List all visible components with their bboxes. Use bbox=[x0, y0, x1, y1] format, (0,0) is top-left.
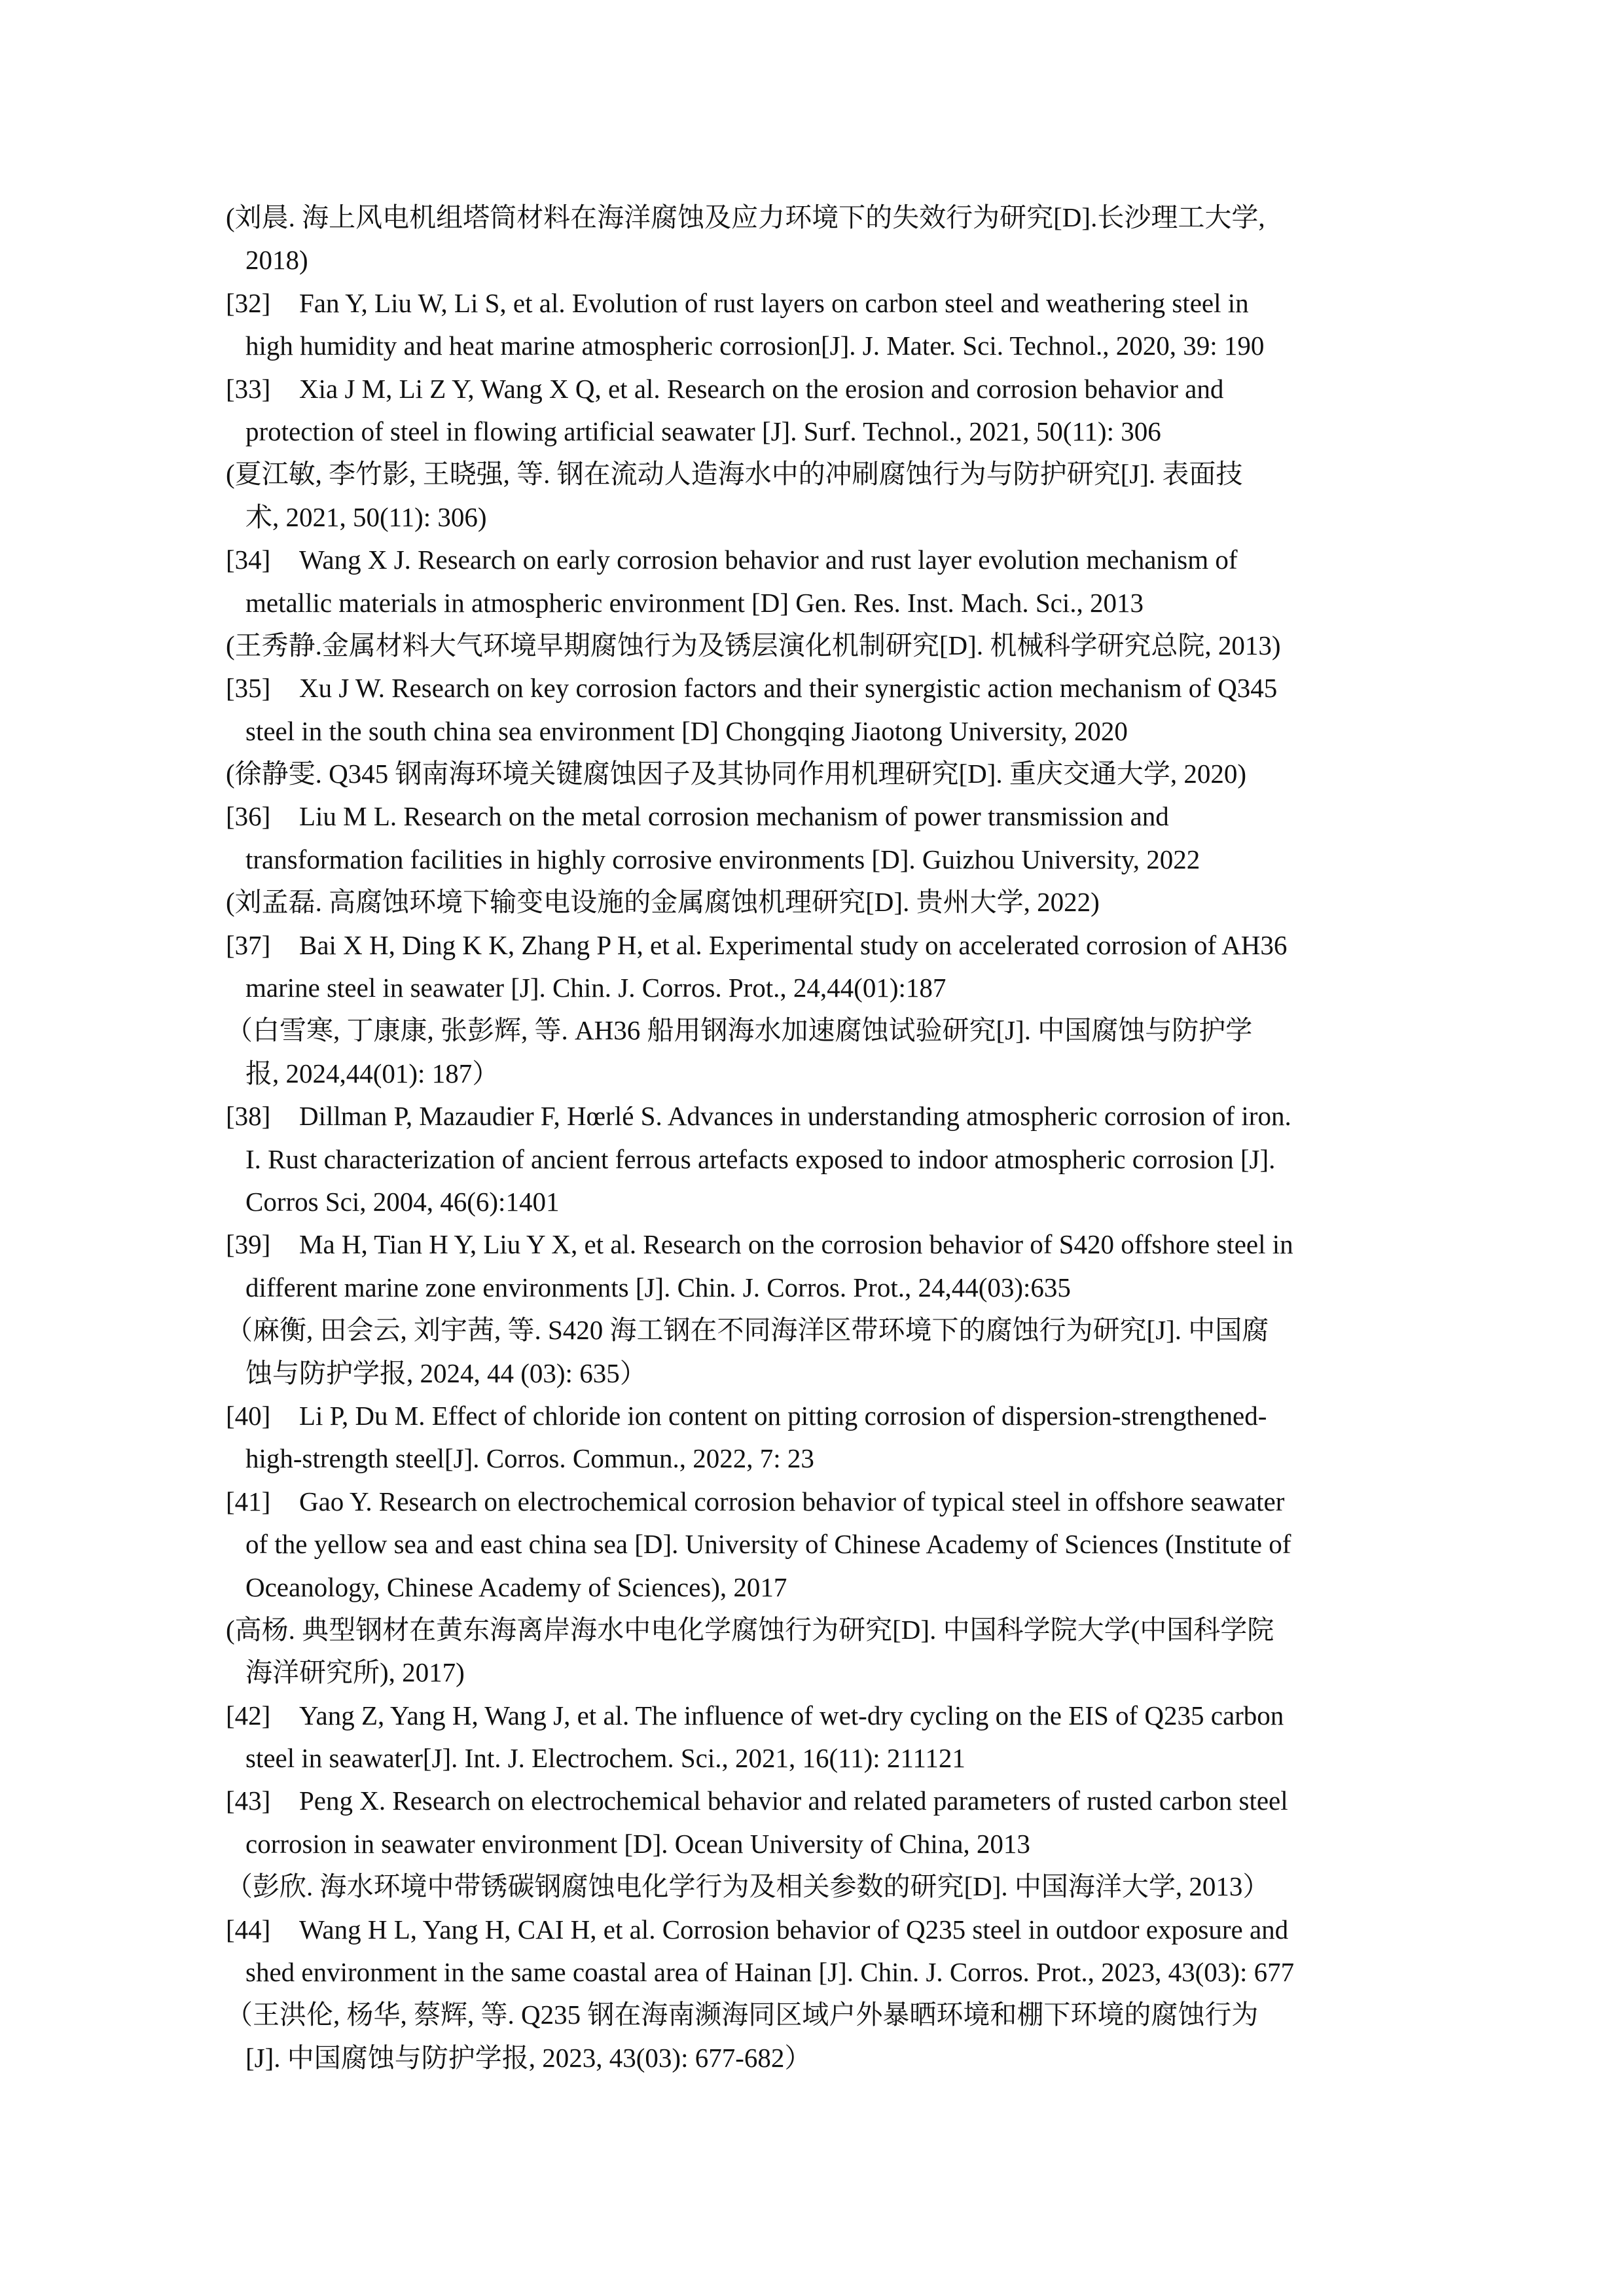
reference-line bbox=[226, 1780, 1404, 1822]
reference-line bbox=[226, 1052, 1404, 1095]
reference-number: [33] bbox=[226, 373, 271, 404]
reference-text: marine steel in seawater [J]. Chin. J. Corros. Prot., 24,44(01):187 bbox=[245, 973, 947, 1003]
reference-text: I. Rust characterization of ancient ferrous artefacts exposed to indoor atmospheric corrosion [J]. bbox=[245, 1143, 1276, 1174]
reference-entry bbox=[226, 795, 1404, 881]
reference-text: Wang H L, Yang H, CAI H, et al. Corrosion behavior of Q235 steel in outdoor exposure and bbox=[299, 1914, 1289, 1945]
reference-text: shed environment in the same coastal area of Hainan [J]. Chin. J. Corros. Prot., 2023, 43(03): 677 bbox=[245, 1957, 1295, 1988]
reference-number: [32] bbox=[226, 287, 271, 318]
reference-text: Li P, Du M. Effect of chloride ion content on pitting corrosion of dispersion-strengthened- bbox=[299, 1400, 1267, 1431]
reference-line bbox=[226, 1566, 1404, 1609]
reference-text: different marine zone environments [J]. Chin. J. Corros. Prot., 24,44(03):635 bbox=[245, 1272, 1071, 1302]
reference-line bbox=[226, 496, 1404, 539]
reference-line bbox=[226, 1823, 1404, 1865]
reference-text: Oceanology, Chinese Academy of Sciences), 2017 bbox=[245, 1571, 787, 1602]
reference-number: [35] bbox=[226, 673, 271, 704]
reference-line bbox=[226, 239, 1404, 281]
reference-line bbox=[226, 838, 1404, 881]
reference-number: [41] bbox=[226, 1486, 271, 1516]
reference-entry bbox=[226, 667, 1404, 753]
reference-entry bbox=[226, 539, 1404, 624]
reference-text: （麻衡, 田会云, 刘宇茜, 等. S420 海工钢在不同海洋区带环境下的腐蚀行为研究[J]. 中国腐 bbox=[226, 1315, 1269, 1346]
reference-text: Xu J W. Research on key corrosion factors and their synergistic action mechanism of Q345 bbox=[299, 673, 1278, 704]
reference-line bbox=[226, 1994, 1404, 2036]
reference-translation bbox=[226, 1009, 1404, 1095]
reference-text: Dillman P, Mazaudier F, Hœrlé S. Advances in understanding atmospheric corrosion of iron. bbox=[299, 1101, 1291, 1132]
reference-text: 蚀与防护学报, 2024, 44 (03): 635） bbox=[245, 1357, 647, 1388]
reference-translation bbox=[226, 1309, 1404, 1395]
reference-text: high humidity and heat marine atmospheric corrosion[J]. J. Mater. Sci. Technol., 2020, 39: 190 bbox=[245, 331, 1265, 361]
reference-number: [38] bbox=[226, 1101, 271, 1132]
reference-text: (刘孟磊. 高腐蚀环境下输变电设施的金属腐蚀机理研究[D]. 贵州大学, 2022) bbox=[226, 887, 1100, 918]
reference-entry bbox=[226, 1695, 1404, 1780]
reference-text: Xia J M, Li Z Y, Wang X Q, et al. Research on the erosion and corrosion behavior and bbox=[299, 373, 1224, 404]
reference-text: Gao Y. Research on electrochemical corrosion behavior of typical steel in offshore seawater bbox=[299, 1486, 1285, 1516]
reference-line bbox=[226, 582, 1404, 624]
reference-text: Peng X. Research on electrochemical behavior and related parameters of rusted carbon steel bbox=[299, 1785, 1288, 1816]
reference-text: high-strength steel[J]. Corros. Commun., 2022, 7: 23 bbox=[245, 1443, 814, 1474]
reference-text: steel in the south china sea environment [D] Chongqing Jiaotong University, 2020 bbox=[245, 715, 1128, 746]
reference-line bbox=[226, 753, 1404, 795]
reference-line bbox=[226, 196, 1404, 239]
reference-line bbox=[226, 539, 1404, 581]
reference-line bbox=[226, 1009, 1404, 1052]
reference-line bbox=[226, 1266, 1404, 1309]
reference-entry bbox=[226, 1095, 1404, 1223]
reference-text: steel in seawater[J]. Int. J. Electrochem. Sci., 2021, 16(11): 211121 bbox=[245, 1743, 965, 1774]
reference-entry bbox=[226, 1480, 1404, 1609]
reference-line bbox=[226, 325, 1404, 367]
reference-translation bbox=[226, 753, 1404, 795]
reference-translation bbox=[226, 624, 1404, 667]
reference-line bbox=[226, 1138, 1404, 1181]
reference-text: （王洪伦, 杨华, 蔡辉, 等. Q235 钢在海南濒海同区域户外暴晒环境和棚下环境的腐蚀行为 bbox=[226, 2000, 1259, 2030]
reference-text: [J]. 中国腐蚀与防护学报, 2023, 43(03): 677-682） bbox=[245, 2042, 812, 2073]
reference-number: [37] bbox=[226, 929, 271, 960]
reference-text: Fan Y, Liu W, Li S, et al. Evolution of rust layers on carbon steel and weathering steel in bbox=[299, 287, 1249, 318]
reference-entry bbox=[226, 1395, 1404, 1480]
reference-text: Wang X J. Research on early corrosion behavior and rust layer evolution mechanism of bbox=[299, 545, 1238, 575]
reference-line bbox=[226, 1909, 1404, 1951]
reference-text: of the yellow sea and east china sea [D]. University of Chinese Academy of Sciences (Institute of bbox=[245, 1529, 1291, 1560]
reference-line bbox=[226, 924, 1404, 967]
reference-line bbox=[226, 795, 1404, 838]
reference-text: (徐静雯. Q345 钢南海环境关键腐蚀因子及其协同作用机理研究[D]. 重庆交通大学, 2020) bbox=[226, 759, 1247, 789]
reference-line bbox=[226, 1737, 1404, 1780]
reference-text: 2018) bbox=[245, 245, 308, 276]
reference-line bbox=[226, 1181, 1404, 1223]
reference-text: (王秀静.金属材料大气环境早期腐蚀行为及锈层演化机制研究[D]. 机械科学研究总院, 2013) bbox=[226, 630, 1281, 660]
reference-text: （彭欣. 海水环境中带锈碳钢腐蚀电化学行为及相关参数的研究[D]. 中国海洋大学, 2013） bbox=[226, 1871, 1270, 1902]
reference-text: protection of steel in flowing artificial seawater [J]. Surf. Technol., 2021, 50(11): 306 bbox=[245, 416, 1161, 446]
reference-translation bbox=[226, 1994, 1404, 2079]
reference-number: [44] bbox=[226, 1914, 271, 1945]
reference-line bbox=[226, 1523, 1404, 1566]
reference-translation bbox=[226, 1865, 1404, 1908]
reference-line bbox=[226, 881, 1404, 924]
reference-entry bbox=[226, 1780, 1404, 1865]
reference-text: Bai X H, Ding K K, Zhang P H, et al. Experimental study on accelerated corrosion of AH36 bbox=[299, 929, 1288, 960]
reference-translation bbox=[226, 881, 1404, 924]
reference-text: transformation facilities in highly corrosive environments [D]. Guizhou University, 2022 bbox=[245, 844, 1200, 874]
reference-text: Liu M L. Research on the metal corrosion mechanism of power transmission and bbox=[299, 801, 1169, 832]
reference-number: [40] bbox=[226, 1400, 271, 1431]
reference-line bbox=[226, 453, 1404, 495]
reference-text: 海洋研究所), 2017) bbox=[245, 1657, 465, 1688]
reference-line bbox=[226, 1395, 1404, 1437]
reference-line bbox=[226, 1609, 1404, 1651]
reference-entry bbox=[226, 368, 1404, 454]
reference-number: [42] bbox=[226, 1700, 271, 1731]
reference-number: [43] bbox=[226, 1785, 271, 1816]
reference-entry bbox=[226, 1223, 1404, 1309]
reference-line bbox=[226, 624, 1404, 667]
reference-line bbox=[226, 1480, 1404, 1523]
reference-line bbox=[226, 2037, 1404, 2079]
reference-number: [39] bbox=[226, 1229, 271, 1260]
reference-entry bbox=[226, 1909, 1404, 1994]
reference-line bbox=[226, 1865, 1404, 1908]
reference-line bbox=[226, 1223, 1404, 1266]
reference-text: metallic materials in atmospheric environment [D] Gen. Res. Inst. Mach. Sci., 2013 bbox=[245, 587, 1144, 618]
reference-text: （白雪寒, 丁康康, 张彭辉, 等. AH36 船用钢海水加速腐蚀试验研究[J]. 中国腐蚀与防护学 bbox=[226, 1015, 1253, 1046]
reference-line bbox=[226, 710, 1404, 753]
reference-translation bbox=[226, 196, 1404, 282]
reference-line bbox=[226, 282, 1404, 325]
reference-text: corrosion in seawater environment [D]. Ocean University of China, 2013 bbox=[245, 1828, 1030, 1859]
reference-line bbox=[226, 967, 1404, 1009]
reference-number: [34] bbox=[226, 545, 271, 575]
reference-line bbox=[226, 410, 1404, 453]
reference-line bbox=[226, 667, 1404, 709]
reference-text: 报, 2024,44(01): 187） bbox=[245, 1058, 499, 1088]
reference-line bbox=[226, 1437, 1404, 1480]
reference-text: Yang Z, Yang H, Wang J, et al. The influence of wet-dry cycling on the EIS of Q235 carbon bbox=[299, 1700, 1284, 1731]
reference-text: Corros Sci, 2004, 46(6):1401 bbox=[245, 1186, 560, 1217]
reference-text: (夏江敏, 李竹影, 王晓强, 等. 钢在流动人造海水中的冲刷腐蚀行为与防护研究[J]. 表面技 bbox=[226, 459, 1243, 490]
reference-line bbox=[226, 1695, 1404, 1737]
reference-line bbox=[226, 1309, 1404, 1352]
reference-text: Ma H, Tian H Y, Liu Y X, et al. Research on the corrosion behavior of S420 offshore steel in bbox=[299, 1229, 1293, 1260]
reference-text: (高杨. 典型钢材在黄东海离岸海水中电化学腐蚀行为研究[D]. 中国科学院大学(中国科学院 bbox=[226, 1614, 1274, 1645]
reference-line bbox=[226, 1951, 1404, 1994]
reference-line bbox=[226, 368, 1404, 410]
reference-line bbox=[226, 1651, 1404, 1694]
reference-text: (刘晨. 海上风电机组塔筒材料在海洋腐蚀及应力环境下的失效行为研究[D].长沙理工大学, bbox=[226, 202, 1265, 232]
reference-number: [36] bbox=[226, 801, 271, 832]
reference-line bbox=[226, 1352, 1404, 1395]
reference-line bbox=[226, 1095, 1404, 1138]
reference-entry bbox=[226, 924, 1404, 1010]
reference-translation bbox=[226, 1609, 1404, 1695]
reference-list bbox=[226, 196, 1404, 2079]
reference-translation bbox=[226, 453, 1404, 539]
reference-text: 术, 2021, 50(11): 306) bbox=[245, 501, 487, 532]
reference-entry bbox=[226, 282, 1404, 368]
